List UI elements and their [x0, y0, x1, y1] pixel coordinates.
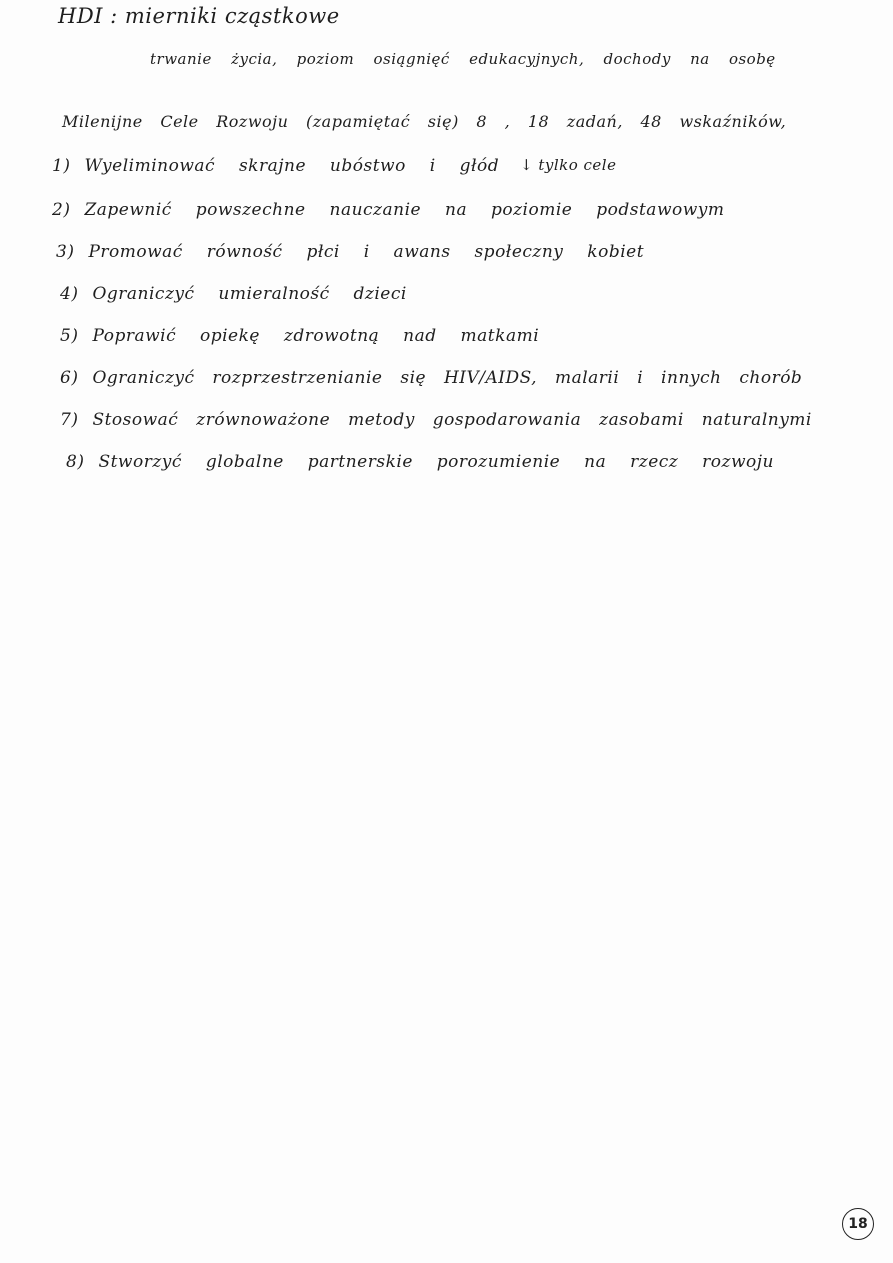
- arrow-note-visible: ↓ tylko cele: [520, 156, 617, 174]
- page-number-badge: 18: [842, 1208, 874, 1240]
- goal-item-2: [52, 200, 725, 220]
- goal-number: 1): [52, 156, 71, 176]
- goal-item-5: [60, 326, 539, 346]
- goal-text: Ograniczyć umieralność dzieci: [92, 284, 407, 304]
- goal-number: 5): [60, 326, 79, 346]
- goal-text: Poprawić opiekę zdrowotną nad matkami: [92, 326, 540, 346]
- goal-text: Promować równość płci i awans społeczny kobiet: [88, 242, 645, 262]
- goal-item-7: [60, 410, 812, 430]
- mdg-header: Milenijne Cele Rozwoju (zapamiętać się) 8 , 18 zadań, 48 wskaźników,: [62, 112, 787, 131]
- goal-text: Stosować zrównoważone metody gospodarowania zasobami naturalnymi: [92, 410, 812, 430]
- goal-item-3: [56, 242, 644, 262]
- goal-number: 2): [52, 200, 71, 220]
- goal-number: 4): [60, 284, 79, 304]
- goal-item-8: [66, 452, 774, 472]
- goal-item-6: [60, 368, 802, 388]
- goal-number: 7): [60, 410, 79, 430]
- goal-item-4: [60, 284, 407, 304]
- goal-text: Wyeliminować skrajne ubóstwo i głód: [84, 156, 500, 176]
- goal-text: Zapewnić powszechne nauczanie na poziomie podstawowym: [84, 200, 725, 220]
- goal-item-1: [52, 156, 499, 176]
- goal-number: 6): [60, 368, 79, 388]
- hdi-components: trwanie życia, poziom osiągnięć edukacyjnych, dochody na osobę: [150, 50, 776, 68]
- goal-text: Stworzyć globalne partnerskie porozumienie na rzecz rozwoju: [98, 452, 774, 472]
- goal-text: Ograniczyć rozprzestrzenianie się HIV/AIDS, malarii i innych chorób: [92, 368, 803, 388]
- note-title: HDI : mierniki cząstkowe: [58, 4, 340, 28]
- goal-number: 8): [66, 452, 85, 472]
- goal-number: 3): [56, 242, 75, 262]
